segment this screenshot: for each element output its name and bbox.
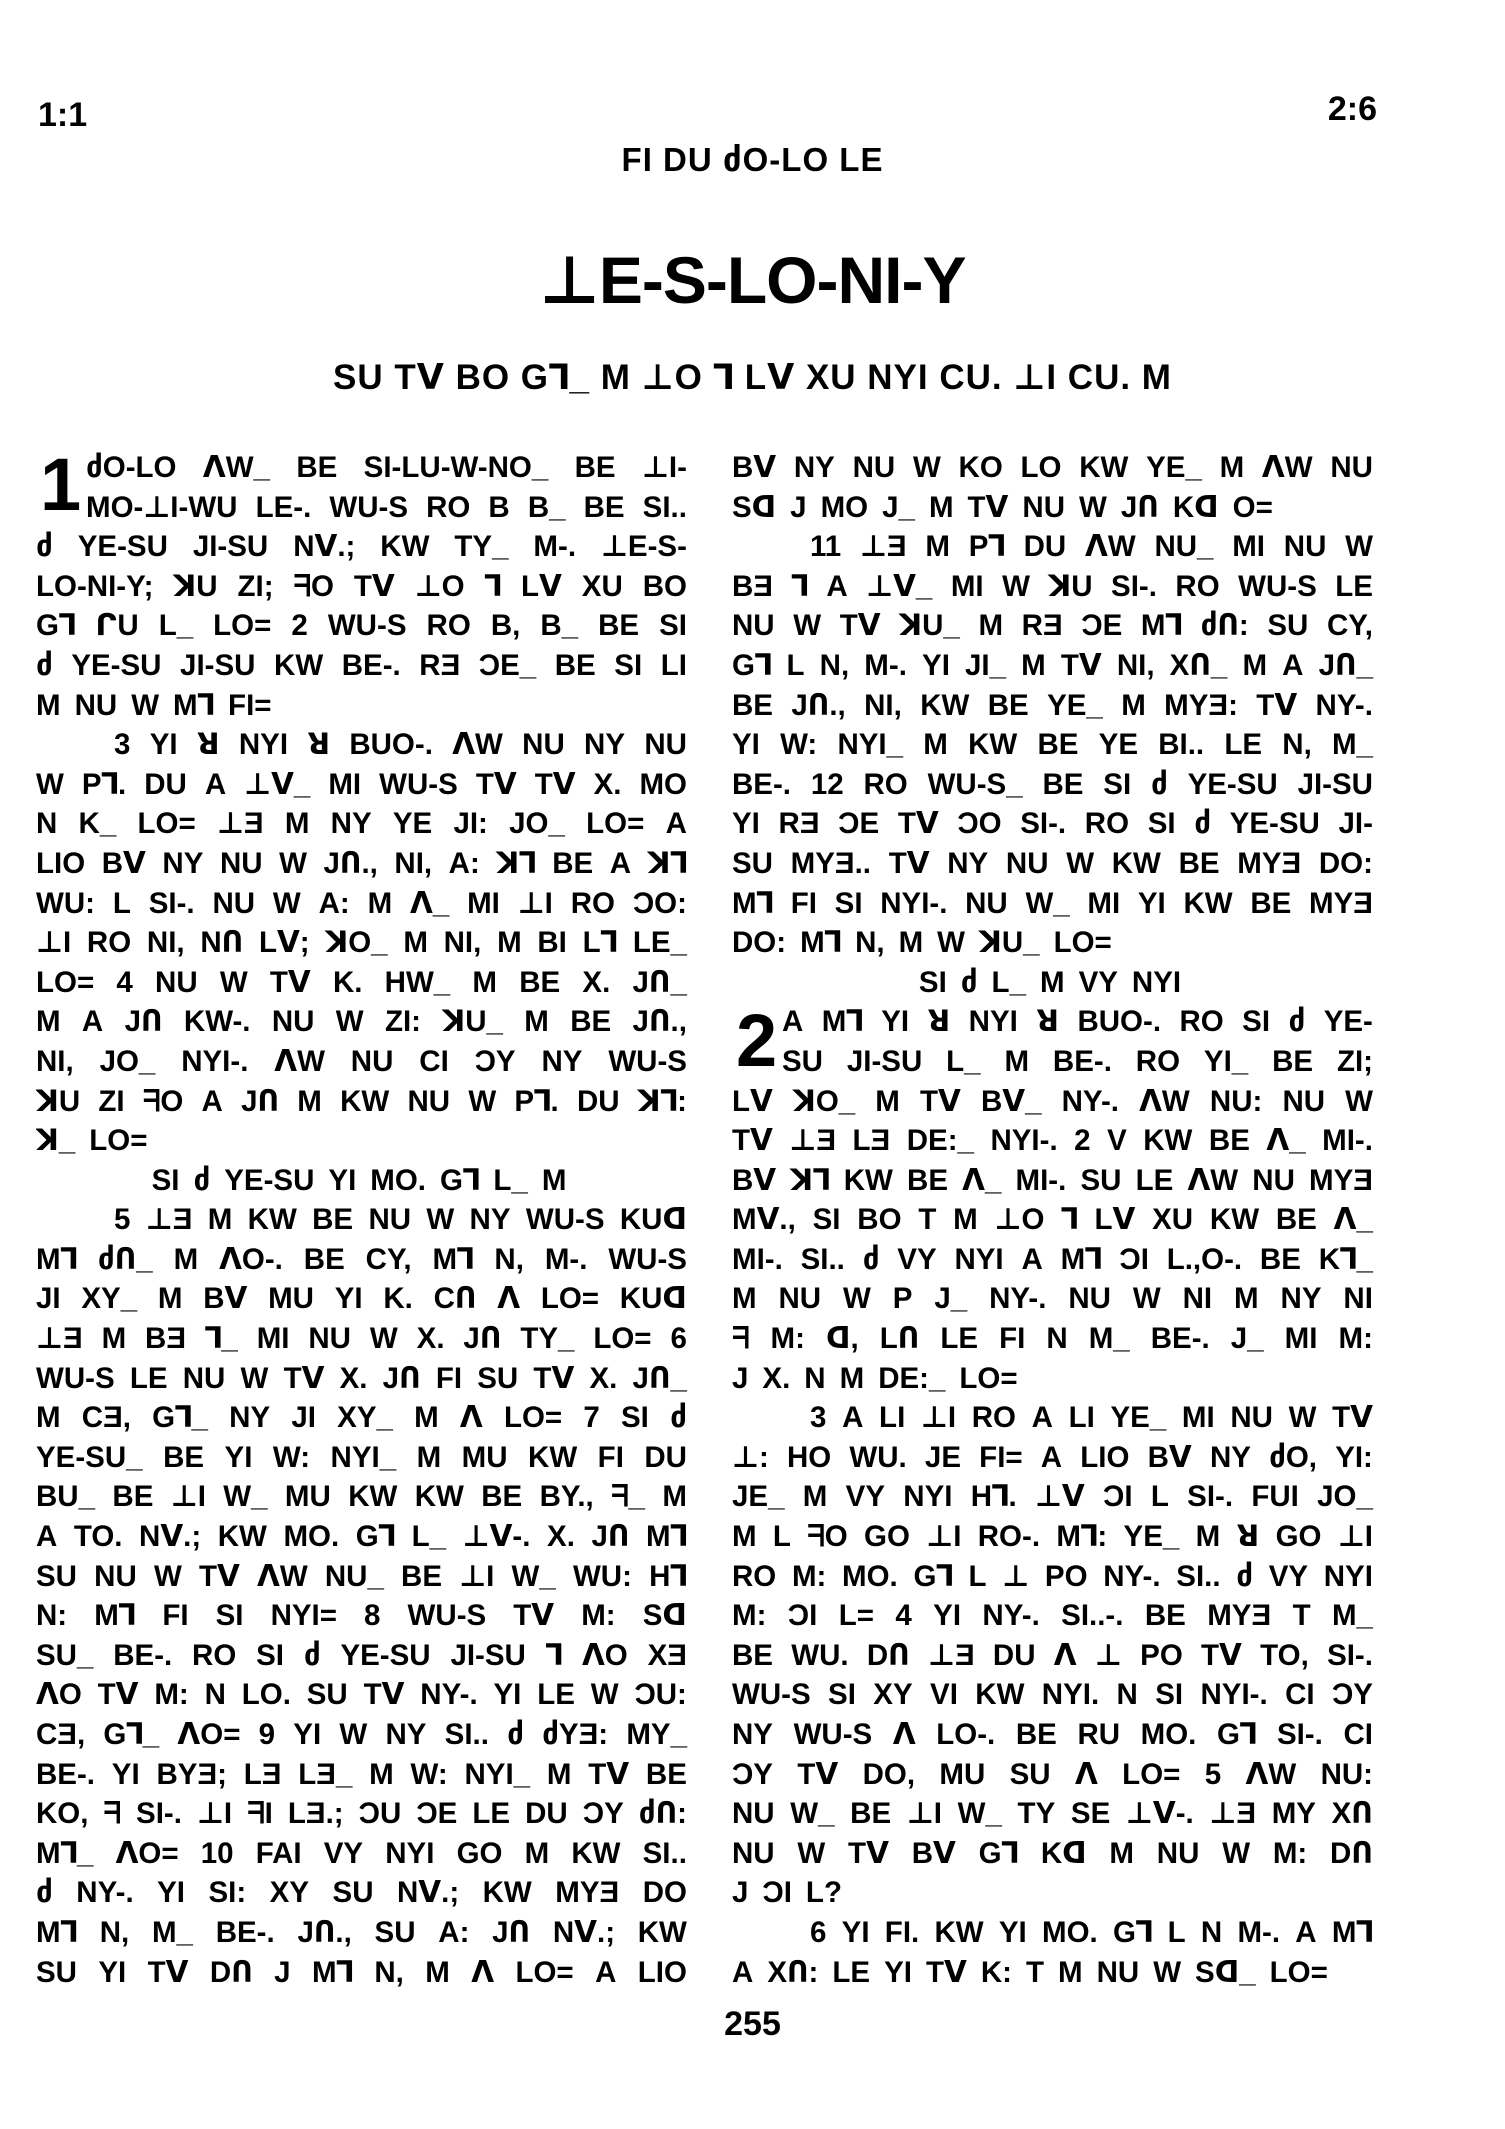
text-line: A Mꓶ YI ꓤ NYI ꓤ BUO-. RO SI ძ YE-: [782, 1005, 1373, 1039]
section-heading: SI ძ YE-SU YI MO. Gꓶ L_ M: [151, 1163, 567, 1197]
text-line: KO, ᖷ SI-. ⊥I ᖷI LƎ.; ƆU ƆE LE DU ƆY ძՈ:: [36, 1797, 687, 1831]
text-line: 5 ⊥Ǝ M KW BE NU W NY WU-S KUᗡ: [114, 1203, 687, 1237]
text-line: 11 ⊥Ǝ M Pꓶ DU ᐱW NU_ MI NU W: [810, 530, 1373, 564]
text-line: Bᐯ NY NU W KO LO KW YE_ M ᐱW NU: [732, 451, 1373, 484]
text-line: ძO-LO ᐱW_ BE SI-LU-W-NO_ BE ⊥I-: [86, 451, 687, 484]
text-line: MO-⊥I-WU LE-. WU-S RO B B_ BE SI..: [86, 490, 687, 524]
text-line: NU W Tᐯ Bᐯ Gꓶ Kᗡ M NU W M: DՈ: [732, 1836, 1373, 1870]
text-line: M CƎ, Gꓶ_ NY JI XY_ M ᐱ LO= 7 SI ძ: [36, 1401, 687, 1435]
running-title: FI DU ძO-LO LE: [621, 141, 884, 178]
text-line: BE-. 12 RO WU-S_ BE SI ძ YE-SU JI-SU: [732, 767, 1373, 801]
book-title: ⊥E-S-LO-NI-Y: [539, 243, 966, 317]
text-line: SU NU W Tᐯ ᐱW NU_ BE ⊥I W_ WU: Hꓶ: [36, 1559, 687, 1593]
text-line: Gꓶ L N, M-. YI JI_ M Tᐯ NI, XՈ_ M A JՈ_: [732, 648, 1373, 682]
chapter-verse-ref-end: 2:6: [1327, 90, 1377, 128]
text-line: JE_ M VY NYI Hꓶ. ⊥ᐯ ƆI L SI-. FUI JO_: [732, 1480, 1373, 1514]
section-heading: SI ძ L_ M VY NYI: [918, 965, 1182, 999]
text-line: Mꓶ ძՈ_ M ᐱO-. BE CY, Mꓶ N, M-. WU-S: [36, 1242, 687, 1276]
text-line: N K_ LO= ⊥Ǝ M NY YE JI: JO_ LO= A: [36, 807, 687, 841]
text-line: M NU W Mꓶ FI=: [36, 688, 272, 722]
text-line: LO-NI-Y; ꓘU ZI; ᖷO Tᐯ ⊥O ꓶ Lᐯ XU BO: [36, 569, 687, 603]
text-line: 3 A LI ⊥I RO A LI YE_ MI NU W Tᐯ: [810, 1401, 1373, 1435]
text-line: Lᐯ ꓘO_ M Tᐯ Bᐯ_ NY-. ᐱW NU: NU W: [732, 1084, 1373, 1118]
text-line: N: Mꓶ FI SI NYI= 8 WU-S Tᐯ M: Sᗡ: [36, 1599, 687, 1633]
book-subtitle: SU Tᐯ BO Gꓶ_ M ⊥O ꓶ Lᐯ XU NYI CU. ⊥I CU. M: [333, 358, 1172, 397]
text-line: WU-S LE NU W Tᐯ X. JՈ FI SU Tᐯ X. JՈ_: [36, 1361, 687, 1395]
text-line: M L ᖷO GO ⊥I RO-. Mꓶ: YE_ M ꓤ GO ⊥I: [732, 1520, 1373, 1554]
text-line: ძ YE-SU JI-SU Nᐯ.; KW TY_ M-. ⊥E-S-: [36, 530, 687, 564]
chapter-verse-ref-start: 1:1: [38, 96, 88, 134]
text-line: Bᐯ ꓘꓶ KW BE ᐱ_ MI-. SU LE ᐱW NU MYƎ: [732, 1163, 1373, 1197]
text-line: JI XY_ M Bᐯ MU YI K. CՈ ᐱ LO= KUᗡ: [36, 1282, 687, 1316]
text-line: BƎ ꓶ A ⊥ᐯ_ MI W ꓘU SI-. RO WU-S LE: [732, 569, 1373, 603]
right-text-column: [732, 448, 1382, 1992]
text-line: M NU W P J_ NY-. NU W NI M NY NI: [732, 1282, 1373, 1316]
text-line: SU_ BE-. RO SI ძ YE-SU JI-SU ꓶ ᐱO XƎ: [36, 1638, 687, 1672]
text-line: WU-S SI XY VI KW NYI. N SI NYI-. CI ƆY: [732, 1678, 1373, 1712]
text-line: J ƆI L?: [732, 1876, 842, 1910]
text-line: 6 YI FI. KW YI MO. Gꓶ L N M-. A Mꓶ: [810, 1915, 1373, 1949]
text-line: NY WU-S ᐱ LO-. BE RU MO. Gꓶ SI-. CI: [732, 1718, 1373, 1751]
text-line: Tᐯ ⊥Ǝ LƎ DE:_ NYI-. 2 V KW BE ᐱ_ MI-.: [732, 1124, 1373, 1158]
text-line: YE-SU_ BE YI W: NYI_ M MU KW FI DU: [36, 1440, 687, 1474]
text-line: SU YI Tᐯ DՈ J Mꓶ N, M ᐱ LO= A LIO: [36, 1955, 687, 1989]
text-line: Gꓶ ᒋU L_ LO= 2 WU-S RO B, B_ BE SI: [36, 609, 687, 643]
text-line: ꓘ_ LO=: [36, 1124, 148, 1158]
text-line: MI-. SI.. ძ VY NYI A Mꓶ ƆI L.,O-. BE Kꓶ_: [732, 1242, 1373, 1276]
text-line: BE-. YI BYƎ; LƎ LƎ_ M W: NYI_ M Tᐯ BE: [36, 1757, 687, 1791]
page-number: 255: [724, 2005, 781, 2043]
text-line: Mꓶ N, M_ BE-. JՈ., SU A: JՈ Nᐯ.; KW: [36, 1915, 687, 1949]
text-line: W Pꓶ. DU A ⊥ᐯ_ MI WU-S Tᐯ Tᐯ X. MO: [36, 767, 687, 801]
text-line: ⊥I RO NI, NՈ Lᐯ; ꓘO_ M NI, M BI Lꓶ LE_: [36, 926, 687, 960]
text-line: LIO Bᐯ NY NU W JՈ., NI, A: ꓘꓶ BE A ꓘꓶ: [36, 846, 687, 880]
text-line: DO: Mꓶ N, M W ꓘU_ LO=: [732, 926, 1112, 960]
text-line: BE JՈ., NI, KW BE YE_ M MYƎ: Tᐯ NY-.: [732, 688, 1373, 722]
text-line: Mᐯ., SI BO T M ⊥O ꓶ Lᐯ XU KW BE ᐱ_: [732, 1203, 1373, 1237]
chapter-number-1: 1: [40, 443, 82, 526]
text-line: ƆY Tᐯ DO, MU SU ᐱ LO= 5 ᐱW NU:: [732, 1757, 1373, 1791]
text-line: YI W: NYI_ M KW BE YE BI.. LE N, M_: [732, 728, 1373, 762]
text-line: LO= 4 NU W Tᐯ K. HW_ M BE X. JՈ_: [36, 965, 687, 999]
text-line: ⊥Ǝ M BƎ ꓶ_ MI NU W X. JՈ TY_ LO= 6: [36, 1322, 687, 1356]
text-line: NI, JO_ NYI-. ᐱW NU CI ƆY NY WU-S: [36, 1044, 687, 1078]
text-line: 3 YI ꓤ NYI ꓤ BUO-. ᐱW NU NY NU: [114, 728, 687, 762]
left-text-column: [36, 443, 696, 1992]
text-line: WU: L SI-. NU W A: M ᐱ_ MI ⊥I RO ƆO:: [36, 886, 687, 920]
text-line: NU W_ BE ⊥I W_ TY SE ⊥ᐯ-. ⊥Ǝ MY XՈ: [732, 1797, 1373, 1831]
text-line: RO M: MO. Gꓶ L ⊥ PO NY-. SI.. ძ VY NYI: [732, 1559, 1373, 1593]
text-line: J X. N M DE:_ LO=: [732, 1361, 1018, 1395]
text-line: ⊥: HO WU. JE FI= A LIO Bᐯ NY ძO, YI:: [732, 1440, 1373, 1474]
text-line: A TO. Nᐯ.; KW MO. Gꓶ L_ ⊥ᐯ-. X. JՈ Mꓶ: [36, 1520, 687, 1554]
text-line: Mꓶ_ ᐱO= 10 FAI VY NYI GO M KW SI..: [36, 1836, 687, 1870]
chapter-number-2: 2: [736, 999, 778, 1082]
text-line: BE WU. DՈ ⊥Ǝ DU ᐱ ⊥ PO Tᐯ TO, SI-.: [732, 1638, 1373, 1672]
text-line: NU W Tᐯ ꓘU_ M RƎ ƆE Mꓶ ძՈ: SU CY,: [732, 609, 1373, 643]
text-line: ძ YE-SU JI-SU KW BE-. RƎ ƆE_ BE SI LI: [36, 648, 687, 682]
text-line: Mꓶ FI SI NYI-. NU W_ MI YI KW BE MYƎ: [732, 886, 1373, 920]
text-line: ᖷ M: ᗡ, LՈ LE FI N M_ BE-. J_ MI M:: [732, 1322, 1373, 1356]
text-line: A XՈ: LE YI Tᐯ K: T M NU W Sᗡ_ LO=: [732, 1955, 1328, 1989]
text-line: Sᗡ J MO J_ M Tᐯ NU W JՈ Kᗡ O=: [732, 490, 1273, 524]
text-line: CƎ, Gꓶ_ ᐱO= 9 YI W NY SI.. ძ ძYƎ: MY_: [36, 1718, 687, 1751]
text-line: ძ NY-. YI SI: XY SU Nᐯ.; KW MYƎ DO: [36, 1876, 687, 1910]
text-line: YI RƎ ƆE Tᐯ ƆO SI-. RO SI ძ YE-SU JI-: [732, 807, 1373, 841]
text-line: M: ƆI L= 4 YI NY-. SI..-. BE MYƎ T M_: [732, 1599, 1373, 1633]
text-line: M A JՈ KW-. NU W ZI: ꓘU_ M BE JՈ.,: [36, 1005, 687, 1039]
text-line: ᐱO Tᐯ M: N LO. SU Tᐯ NY-. YI LE W ƆU:: [36, 1678, 687, 1712]
text-line: SU JI-SU L_ M BE-. RO YI_ BE ZI;: [782, 1044, 1373, 1078]
text-line: ꓘU ZI ᖷO A JՈ M KW NU W Pꓶ. DU ꓘꓶ:: [36, 1084, 687, 1118]
text-line: BU_ BE ⊥I W_ MU KW KW BE BY., ᖷ_ M: [36, 1480, 687, 1514]
text-line: SU MYƎ.. Tᐯ NY NU W KW BE MYƎ DO:: [732, 846, 1373, 880]
